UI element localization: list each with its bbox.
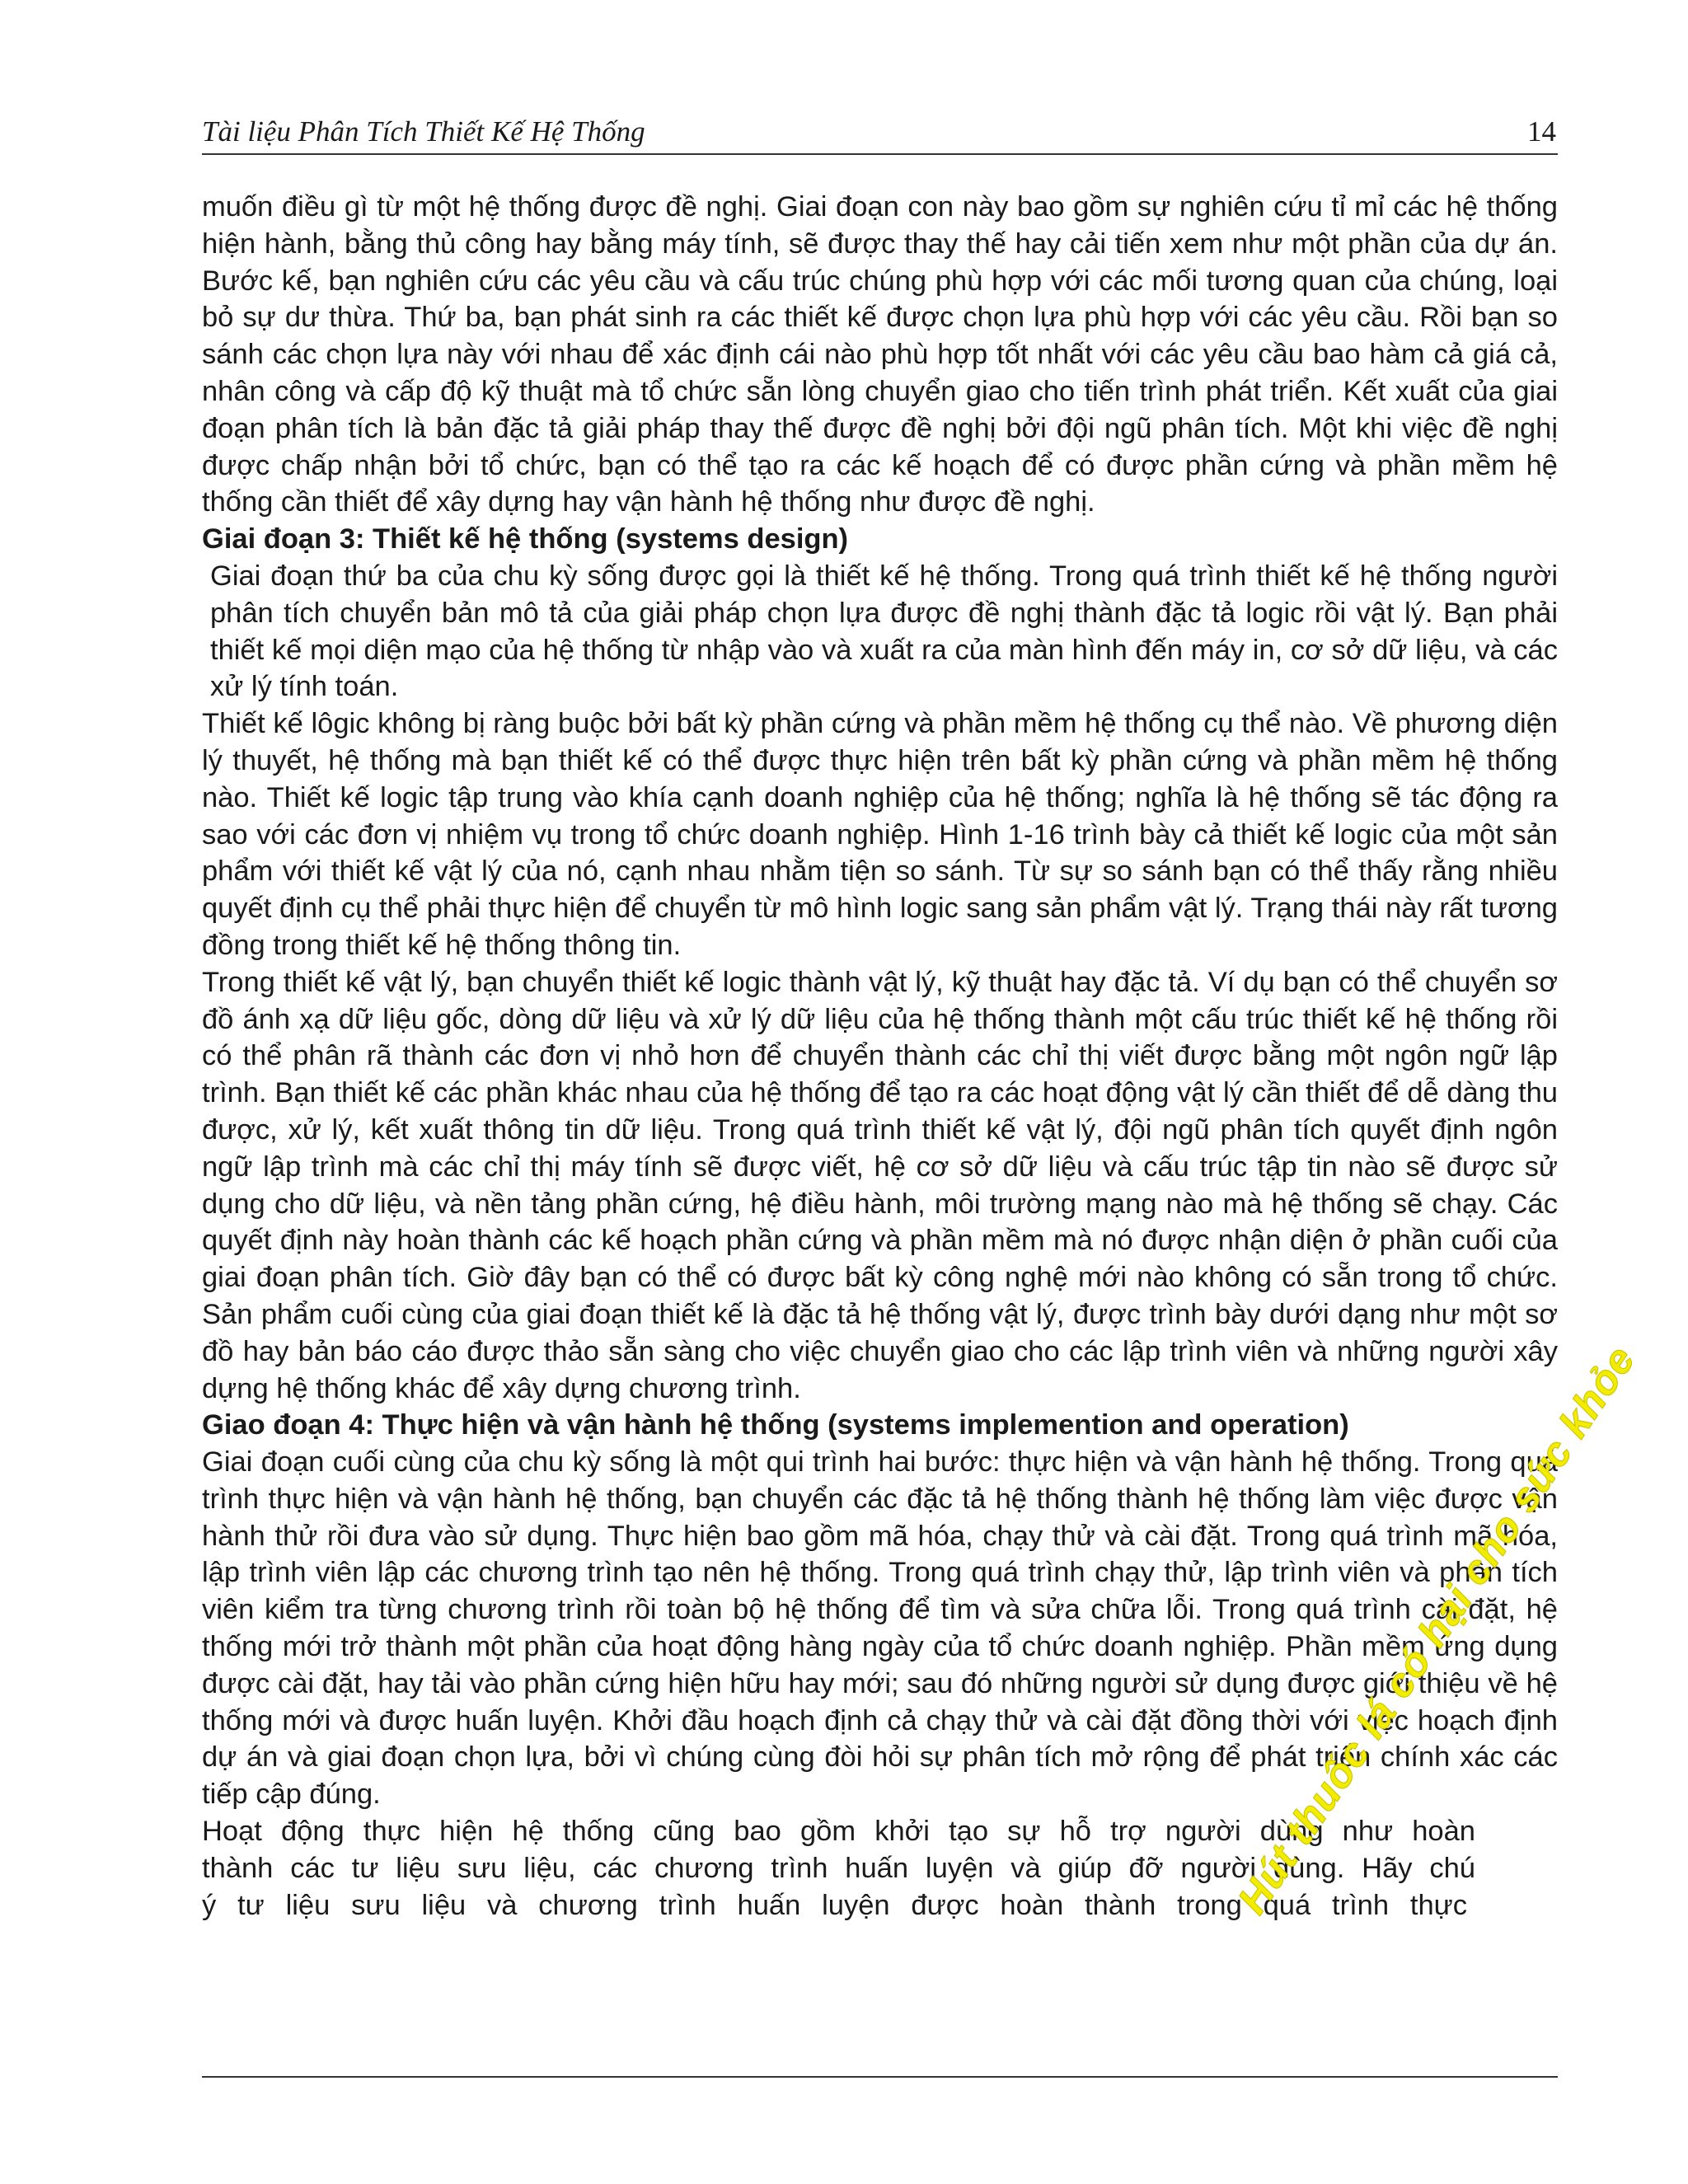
watermark-text: Hút thuốc lá có hại cho sức khỏe bbox=[1228, 1337, 1644, 1922]
page-number: 14 bbox=[1527, 115, 1556, 148]
body-paragraph: Giai đoạn cuối cùng của chu kỳ sống là một qui trình hai bước: thực hiện và vận hành hệ thống. Trong quá trình thực hiện và vận hành hệ thống, bạn chuyển các đặc tả hệ thống thành hệ thống làm việc được vận hành thử rồi đưa vào sử dụng. Thực hiện bao gồm mã hóa, chạy thử và cài đặt. Trong quá trình mã hóa, lập trình viên lập các chương trình tạo nên hệ thống. Trong quá trình chạy thử, lập trình viên và phân tích viên kiểm tra từng chương trình rồi toàn bộ hệ thống để tìm và sửa chữa lỗi. Trong quá trình cài đặt, hệ thống mới trở thành một phần của hoạt động hàng ngày của tổ chức doanh nghiệp. Phần mềm ứng dụng được cài đặt, hay tải vào phần cứng hiện hữu hay mới; sau đó những người sử dụng được giới thiệu về hệ thống mới và được huấn luyện. Khởi đầu hoạch định cả chạy thử và cài đặt đồng thời với việc hoạch định dự án và giai đoạn chọn lựa, bởi vì chúng cùng đòi hỏi sự phân tích mở rộng để phát triển chính xác các tiếp cập đúng. bbox=[202, 1446, 1558, 1811]
page-body bbox=[202, 189, 1558, 1924]
running-header-title: Tài liệu Phân Tích Thiết Kế Hệ Thống bbox=[202, 115, 645, 148]
body-paragraph: Thiết kế lôgic không bị ràng buộc bởi bất kỳ phần cứng và phần mềm hệ thống cụ thể nào. Về phương diện lý thuyết, hệ thống mà bạn thiết kế có thể được thực hiện trên bất kỳ phần cứng và phần mềm hệ thống nào. Thiết kế logic tập trung vào khía cạnh doanh nghiệp của hệ thống; nghĩa là hệ thống sẽ tác động ra sao với các đơn vị nhiệm vụ trong tổ chức doanh nghiệp. Hình 1-16 trình bày cả thiết kế logic của một sản phẩm với thiết kế vật lý của nó, cạnh nhau nhằm tiện so sánh. Từ sự so sánh bạn có thể thấy rằng nhiều quyết định cụ thể phải thực hiện để chuyển từ mô hình logic sang sản phẩm vật lý. Trạng thái này rất tương đồng trong thiết kế hệ thống thông tin. bbox=[202, 708, 1558, 961]
body-paragraph: Trong thiết kế vật lý, bạn chuyển thiết kế logic thành vật lý, kỹ thuật hay đặc tả. Ví dụ bạn có thể chuyển sơ đồ ánh xạ dữ liệu gốc, dòng dữ liệu và xử lý dữ liệu của hệ thống thành một cấu trúc thiết kế hệ thống rồi có thể phân rã thành các đơn vị nhỏ hơn để chuyển thành các chỉ thị viết được bằng một ngôn ngữ lập trình. Bạn thiết kế các phần khác nhau của hệ thống để tạo ra các hoạt động vật lý cần thiết để dễ dàng thu được, xử lý, kết xuất thông tin dữ liệu. Trong quá trình thiết kế vật lý, đội ngũ phân tích quyết định ngôn ngữ lập trình mà các chỉ thị máy tính sẽ được viết, hệ cơ sở dữ liệu và cấu trúc tập tin nào sẽ được sử dụng cho dữ liệu, và nền tảng phần cứng, hệ điều hành, môi trường mạng nào mà hệ thống sẽ chạy. Các quyết định này hoàn thành các kế hoạch phần cứng và phần mềm mà nó được nhận diện ở phần cuối của giai đoạn phân tích. Giờ đây bạn có thể có được bất kỳ công nghệ mới nào không có sẵn trong tổ chức. Sản phẩm cuối cùng của giai đoạn thiết kế là đặc tả hệ thống vật lý, được trình bày dưới dạng như một sơ đồ hay bản báo cáo được thảo sẵn sàng cho việc chuyển giao cho các lập trình viên và những người xây dựng hệ thống khác để xây dựng chương trình. bbox=[202, 966, 1558, 1404]
body-paragraph bbox=[202, 1813, 1558, 1924]
footer-divider bbox=[202, 2076, 1558, 2078]
section-heading: Giao đoạn 4: Thực hiện và vận hành hệ thống (systems implemention and operation) bbox=[202, 1409, 1349, 1441]
body-paragraph: muốn điều gì từ một hệ thống được đề nghị. Giai đoạn con này bao gồm sự nghiên cứu tỉ mỉ các hệ thống hiện hành, bằng thủ công hay bằng máy tính, sẽ được thay thế hay cải tiến xem như một phần của dự án. Bước kế, bạn nghiên cứu các yêu cầu và cấu trúc chúng phù hợp với các mối tương quan của chúng, loại bỏ sự dư thừa. Thứ ba, bạn phát sinh ra các thiết kế được chọn lựa phù hợp với các yêu cầu. Rồi bạn so sánh các chọn lựa này với nhau để xác định cái nào phù hợp tốt nhất với các yêu cầu bao hàm cả giá cả, nhân công và cấp độ kỹ thuật mà tổ chức sẵn lòng chuyển giao cho tiến trình phát triển. Kết xuất của giai đoạn phân tích là bản đặc tả giải pháp thay thế được đề nghị bởi đội ngũ phân tích. Một khi việc đề nghị được chấp nhận bởi tổ chức, bạn có thể tạo ra các kế hoạch để có được phần cứng và phần mềm hệ thống cần thiết để xây dựng hay vận hành hệ thống như được đề nghị. bbox=[202, 191, 1558, 518]
text-line: Hoạt động thực hiện hệ thống cũng bao gồm khởi tạo sự hỗ trợ người dùng như hoàn bbox=[202, 1816, 1475, 1848]
body-paragraph: Giai đoạn thứ ba của chu kỳ sống được gọi là thiết kế hệ thống. Trong quá trình thiết kế hệ thống người phân tích chuyển bản mô tả của giải pháp chọn lựa được đề nghị thành đặc tả logic rồi vật lý. Bạn phải thiết kế mọi diện mạo của hệ thống từ nhập vào và xuất ra của màn hình đến máy in, cơ sở dữ liệu, và các xử lý tính toán. bbox=[210, 560, 1558, 703]
text-line: ý tư liệu sưu liệu và chương trình huấn luyện được hoàn thành trong quá trình thực bbox=[202, 1889, 1467, 1921]
section-heading: Giai đoạn 3: Thiết kế hệ thống (systems design) bbox=[202, 523, 849, 555]
header-divider bbox=[202, 153, 1558, 155]
text-line: thành các tư liệu sưu liệu, các chương trình huấn luyện và giúp đỡ người dùng. Hãy chú bbox=[202, 1852, 1475, 1884]
